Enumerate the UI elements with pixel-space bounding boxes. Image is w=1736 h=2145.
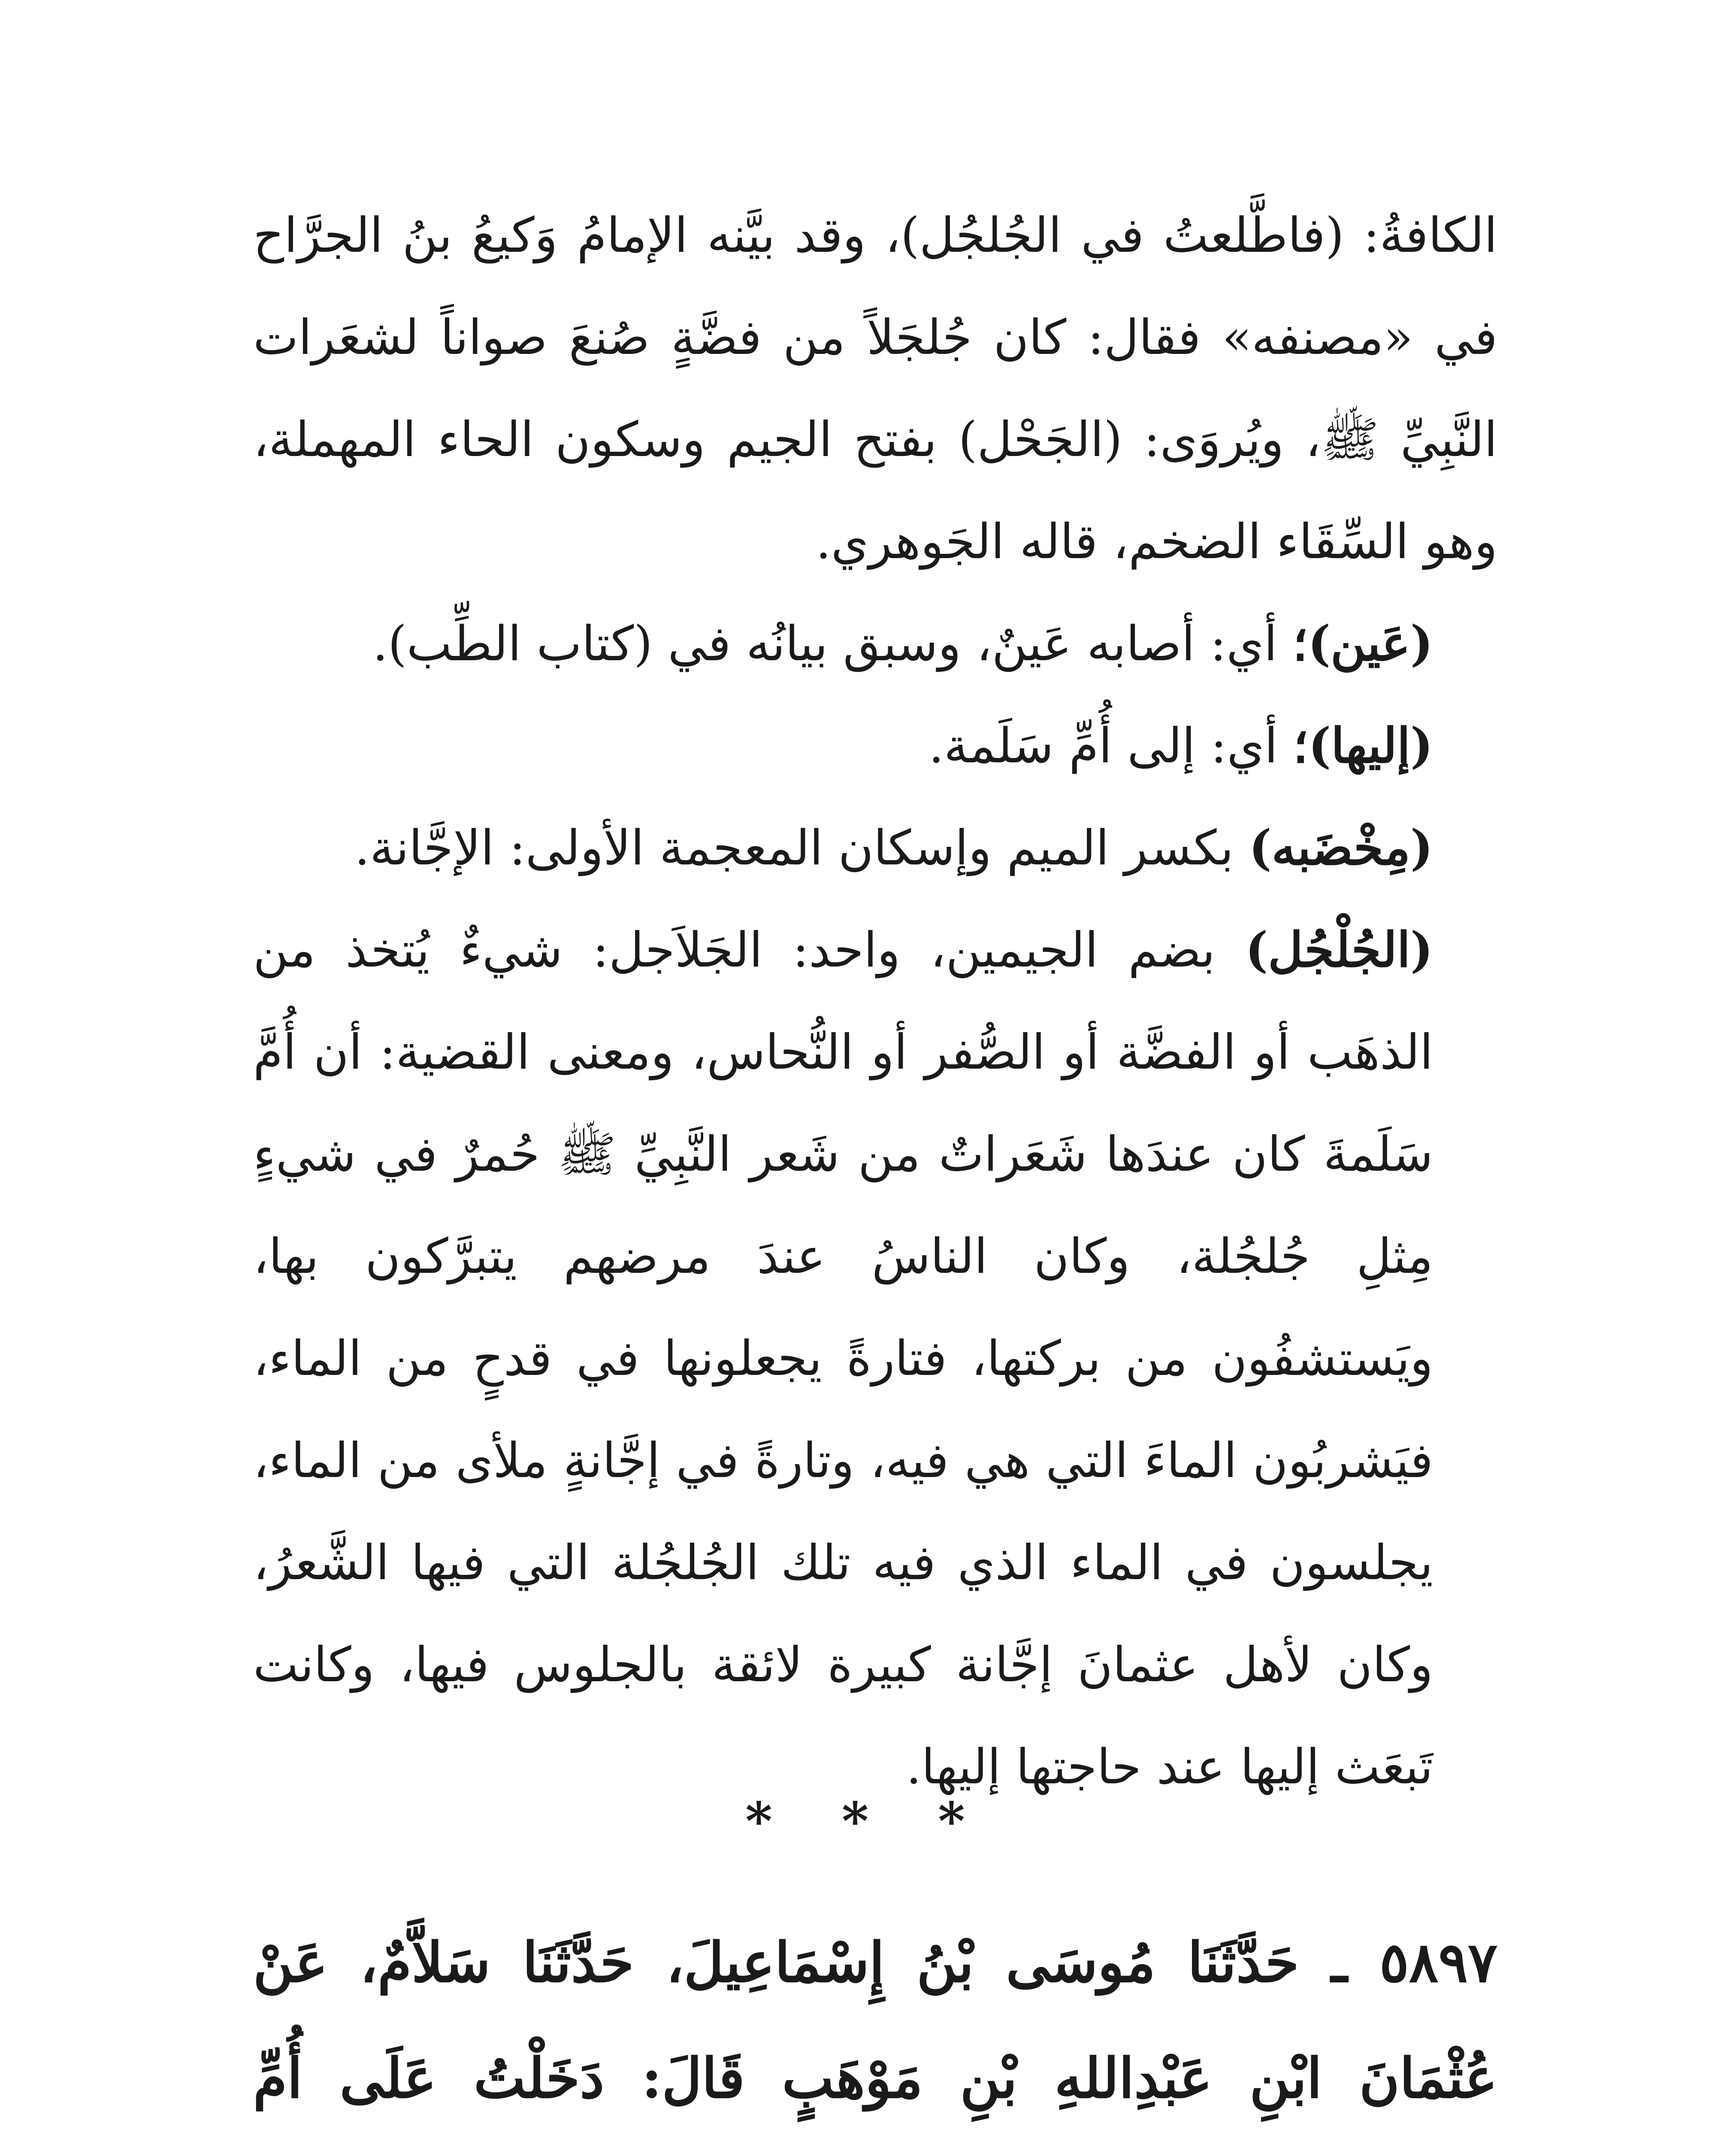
commentary-paragraph-5 (253, 899, 1497, 1818)
term-mikhdabih: (مِخْضَبه) (1249, 820, 1433, 876)
term-ain-explanation: أي: أصابه عَينٌ، وسبق بيانُه في (كتاب الطِّب). (372, 616, 1277, 672)
commentary-paragraph-2 (253, 593, 1497, 695)
term-juljul: (الجُلْجُل) (1245, 922, 1433, 978)
commentary-paragraph-3 (253, 695, 1497, 797)
term-juljul-explanation: بضم الجيمين، واحد: الجَلاَجل: شيءٌ يُتخذ من الذهَب أو الفضَّة أو الصُّفر أو النُّحاس، ومعنى القضية: أن أُمَّ سَلَمةَ كان عندَها شَعَراتٌ من شَعر النَّبِيِّ ﷺ حُمرٌ في شيءٍ مِثلِ جُلجُلة، وكان الناسُ عندَ مرضهم يتبرَّكون بها، ويَستشفُون من بركتها، فتارةً يجعلونها في قدحٍ من الماء، فيَشربُون الماءَ التي هي فيه، وتارةً في إجَّانةٍ ملأى من الماء، يجلسون في الماء الذي فيه تلك الجُلجُلة التي فيها الشَّعرُ، وكان لأهل عثمانَ إجَّانة كبيرة لائقة بالجلوس فيها، وكانت تَبعَث إليها عند حاجتها إليها. (253, 922, 1433, 1795)
commentary-paragraph-4 (253, 797, 1497, 899)
term-ilayha-explanation: أي: إلى أُمِّ سَلَمة. (928, 718, 1278, 774)
term-mikhdabih-explanation: بكسر الميم وإسكان المعجمة الأولى: الإجَّانة. (354, 820, 1234, 876)
commentary-paragraph-1: الكافةُ: (فاطَّلعتُ في الجُلجُل)، وقد بيَّنه الإمامُ وَكيعُ بنُ الجرَّاح في «مصنفه» فقال: كان جُلجَلاً من فضَّةٍ صُنعَ صواناً لشعَرات النَّبِيِّ ﷺ، ويُروَى: (الجَحْل) بفتح الجيم وسكون الحاء المهملة، وهو السِّقَاء الضخم، قاله الجَوهري. (253, 208, 1498, 570)
hadith-text: ٥٨٩٧ ـ حَدَّثَنَا مُوسَى بْنُ إِسْمَاعِيلَ، حَدَّثَنَا سَلاَّمٌ، عَنْ عُثْمَانَ ابْنِ عَبْدِاللهِ بْنِ مَوْهَبٍ قَالَ: دَخَلْتُ عَلَى أُمِّ (253, 1930, 1497, 2111)
section-divider: * * * (745, 1791, 991, 1852)
term-ilayha: (إليها)؛ (1293, 718, 1433, 774)
term-ain: (عَين)؛ (1292, 616, 1433, 672)
commentary-section (253, 184, 1497, 1818)
